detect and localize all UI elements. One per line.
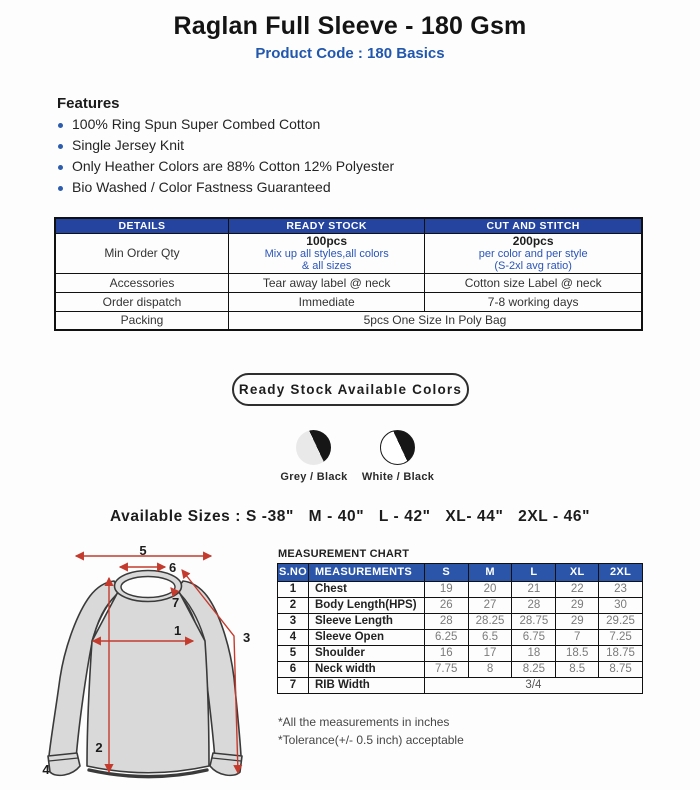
table-row: 7 RIB Width 3/4 — [278, 678, 643, 694]
swatch-grey-black — [296, 430, 331, 465]
list-item: 100% Ring Spun Super Combed Cotton — [58, 117, 394, 132]
available-sizes-line: Available Sizes : S -38" M - 40" L - 42" XL- 44" 2XL - 46" — [109, 508, 591, 525]
tshirt-measurement-diagram — [2, 545, 265, 790]
features-list — [58, 117, 394, 201]
cut-stitch-cell: Cotton size Label @ neck — [425, 273, 642, 292]
page-title: Raglan Full Sleeve - 180 Gsm — [173, 12, 527, 40]
column-header: DETAILS — [55, 218, 228, 233]
collar-inner — [121, 577, 175, 598]
details-header-row — [55, 218, 642, 233]
measurement-chart-heading: MEASUREMENT CHART — [278, 548, 410, 560]
cut-stitch-cell: 200pcs per color and per style (S-2xl avg ratio) — [425, 233, 642, 273]
table-row — [55, 311, 642, 330]
column-header: XL — [556, 564, 599, 582]
measurement-chart-table — [277, 563, 643, 694]
marker-label-sleeve-length: 3 — [243, 630, 251, 645]
cuff-left — [48, 753, 80, 775]
column-header: S.NO — [278, 564, 309, 582]
note-line: *All the measurements in inches — [278, 715, 450, 729]
table-row: 5 Shoulder 16 17 18 18.5 18.75 — [278, 646, 643, 662]
packing-value-cell: 5pcs One Size In Poly Bag — [228, 311, 642, 330]
marker-label-chest: 1 — [174, 623, 182, 638]
product-code: Product Code : 180 Basics — [255, 45, 445, 62]
table-row: 4 Sleeve Open 6.25 6.5 6.75 7 7.25 — [278, 630, 643, 646]
marker-label-neck-width: 6 — [169, 560, 177, 575]
bullet-icon — [58, 165, 63, 170]
measurement-notes — [278, 713, 464, 749]
column-header: L — [512, 564, 556, 582]
table-row: 3 Sleeve Length 28 28.25 28.75 29 29.25 — [278, 614, 643, 630]
marker-label-rib: 7 — [172, 595, 180, 610]
row-label: Min Order Qty — [55, 233, 228, 273]
column-header: M — [468, 564, 512, 582]
list-item: Only Heather Colors are 88% Cotton 12% Polyester — [58, 159, 394, 174]
marker-label-body-length: 2 — [95, 740, 103, 755]
column-header: MEASUREMENTS — [308, 564, 424, 582]
row-label: Packing — [55, 311, 228, 330]
rib-width-merged-cell: 3/4 — [424, 678, 642, 694]
swatch-label: White / Black — [361, 471, 435, 483]
list-item: Bio Washed / Color Fastness Guaranteed — [58, 180, 394, 195]
column-header: READY STOCK — [228, 218, 424, 233]
ready-stock-cell: 100pcs Mix up all styles,all colors & all sizes — [228, 233, 424, 273]
shirt-body — [87, 588, 209, 773]
chart-header-row — [278, 564, 643, 582]
table-row — [55, 292, 642, 311]
bullet-icon — [58, 123, 63, 128]
column-header: CUT AND STITCH — [425, 218, 642, 233]
ready-stock-colors-button[interactable]: Ready Stock Available Colors — [232, 373, 469, 406]
table-row — [55, 273, 642, 292]
ready-stock-cell: Immediate — [228, 292, 424, 311]
marker-label-sleeve-open: 4 — [42, 762, 50, 777]
cut-stitch-cell: 7-8 working days — [425, 292, 642, 311]
column-header: S — [424, 564, 468, 582]
table-row: 6 Neck width 7.75 8 8.25 8.5 8.75 — [278, 662, 643, 678]
row-label: Order dispatch — [55, 292, 228, 311]
bullet-icon — [58, 144, 63, 149]
ready-stock-cell: Tear away label @ neck — [228, 273, 424, 292]
table-row — [55, 233, 642, 273]
column-header: 2XL — [599, 564, 643, 582]
swatch-white-black — [380, 430, 415, 465]
details-table — [54, 217, 643, 331]
row-label: Accessories — [55, 273, 228, 292]
swatch-label: Grey / Black — [280, 471, 348, 483]
marker-label-shoulder: 5 — [139, 545, 147, 558]
list-item: Single Jersey Knit — [58, 138, 394, 153]
table-row: 1 Chest 19 20 21 22 23 — [278, 582, 643, 598]
note-line: *Tolerance(+/- 0.5 inch) acceptable — [278, 733, 464, 747]
bullet-icon — [58, 186, 63, 191]
table-row: 2 Body Length(HPS) 26 27 28 29 30 — [278, 598, 643, 614]
features-heading: Features — [57, 95, 120, 112]
